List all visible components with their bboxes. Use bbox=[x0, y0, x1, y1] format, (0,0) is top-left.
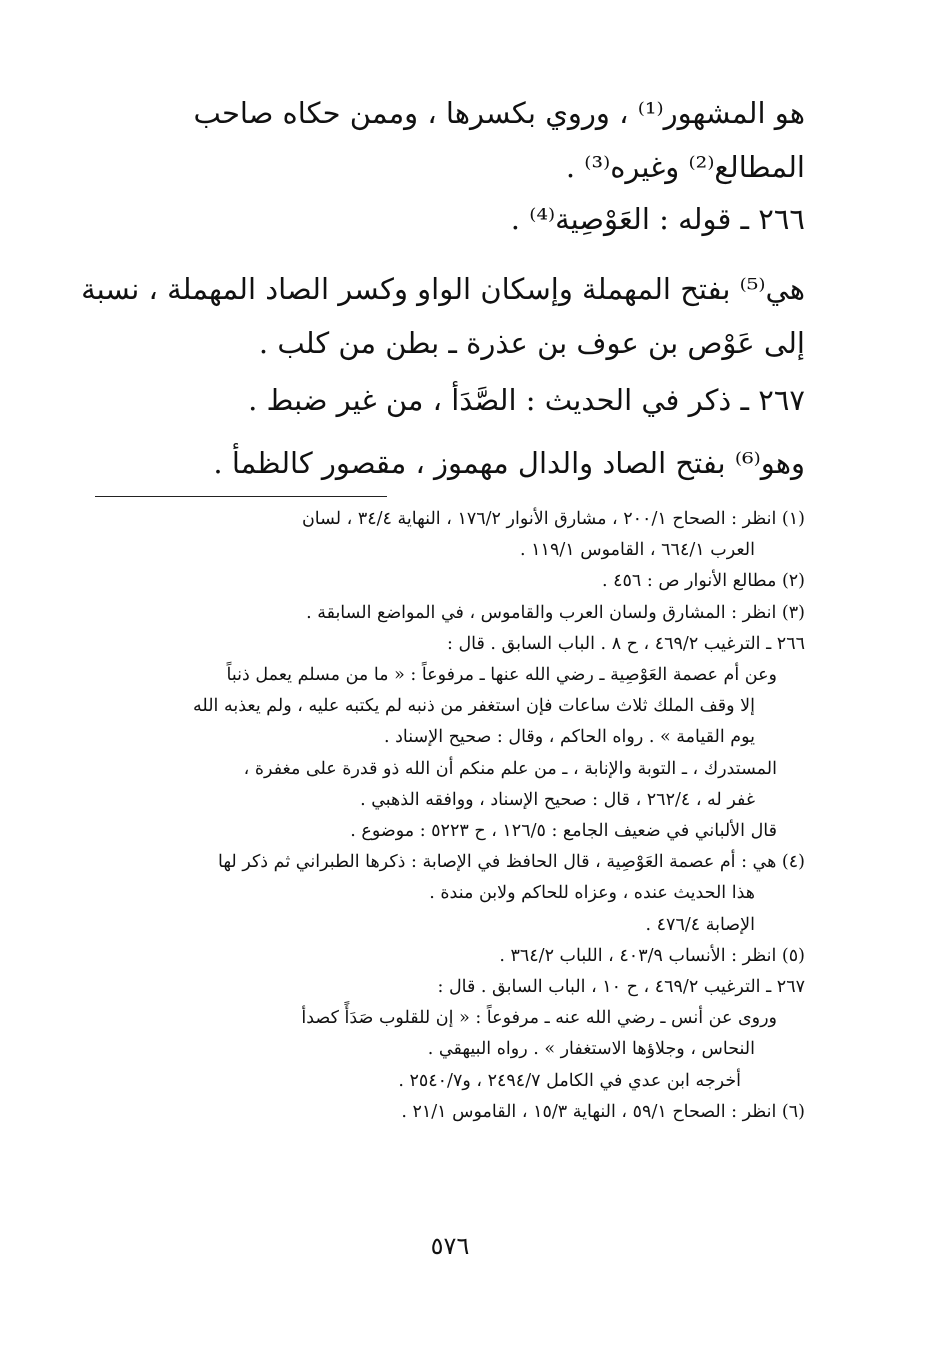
entry-266-heading bbox=[95, 192, 805, 246]
footnote-line: (٦) انظر : الصحاح ٥٩/١ ، النهاية ١٥/٣ ، القاموس ٢١/١ . bbox=[401, 1101, 805, 1122]
paragraph-2 bbox=[81, 262, 805, 370]
text-line: ٢٦٧ ـ ذكر في الحديث : الصَّدَأ ، من غير ضبط . bbox=[248, 383, 805, 417]
paragraph-3 bbox=[95, 436, 805, 490]
footnote-line: وعن أم عصمة العَوْصِية ـ رضي الله عنها ـ مرفوعاً : « ما من مسلم يعمل ذنباً bbox=[226, 665, 777, 686]
footnote-line: المستدرك ، ـ التوبة والإنابة ، ـ من علم منكم أن الله ذو قدرة على مغفرة ، bbox=[243, 758, 777, 779]
footnote-divider bbox=[95, 496, 387, 497]
text-line: هي⁽⁵⁾ بفتح المهملة وإسكان الواو وكسر الصاد المهملة ، نسبة bbox=[81, 272, 805, 306]
paragraph-1 bbox=[95, 86, 805, 194]
footnote-line: وروى عن أنس ـ رضي الله عنه ـ مرفوعاً : « إن للقلوب صَدَأً كصدأ bbox=[301, 1008, 777, 1029]
footnote-line: قال الألباني في ضعيف الجامع : ١٢٦/٥ ، ح ٥٢٢٣ : موضوع . bbox=[350, 821, 777, 842]
footnote-line: هذا الحديث عنده ، وعزاه للحاكم ولابن مندة . bbox=[429, 883, 755, 904]
footnote-line: العرب ٦٦٤/١ ، القاموس ١١٩/١ . bbox=[520, 540, 755, 561]
page-number: ٥٧٦ bbox=[430, 1232, 470, 1260]
footnote-line: (٣) انظر : المشارق ولسان العرب والقاموس ، في المواضع السابقة . bbox=[306, 602, 805, 623]
text-line: هو المشهور⁽¹⁾ ، وروي بكسرها ، وممن حكاه صاحب bbox=[193, 96, 805, 130]
footnote-line: يوم القيامة » . رواه الحاكم ، وقال : صحيح الإسناد . bbox=[384, 727, 755, 748]
text-line: إلى عَوْص بن عوف بن عذرة ـ بطن من كلب . bbox=[258, 326, 805, 360]
book-page bbox=[81, 0, 805, 1362]
footnote-line: (٥) انظر : الأنساب ٤٠٣/٩ ، اللباب ٣٦٤/٢ . bbox=[499, 945, 805, 966]
footnote-line: الإصابة ٤٧٦/٤ . bbox=[645, 914, 755, 935]
footnote-line: إلا وقف الملك ثلاث ساعات فإن استغفر من ذنبه لم يكتبه عليه ، ولم يعذبه الله bbox=[193, 696, 755, 717]
text-line: ٢٦٦ ـ قوله : العَوْصِية⁽⁴⁾ . bbox=[510, 202, 805, 236]
footnote-line: (٤) هي : أم عصمة العَوْصِية ، قال الحافظ في الإصابة : ذكرها الطبراني ثم ذكر لها bbox=[218, 852, 805, 873]
text-line: وهو⁽⁶⁾ بفتح الصاد والدال مهموز ، مقصور كالظمأ . bbox=[213, 446, 805, 480]
footnote-line: (١) انظر : الصحاح ٢٠٠/١ ، مشارق الأنوار ١٧٦/٢ ، النهاية ٣٤/٤ ، لسان bbox=[301, 509, 805, 529]
footnote-line: أخرجه ابن عدي في الكامل ٢٤٩٤/٧ ، و٢٥٤٠/٧ . bbox=[398, 1070, 741, 1091]
footnote-line: ٢٦٧ ـ الترغيب ٤٦٩/٢ ، ح ١٠ ، الباب السابق . قال : bbox=[437, 977, 805, 998]
footnote-line: النحاس ، وجلاؤها الاستغفار » . رواه البيهقي . bbox=[427, 1039, 755, 1060]
entry-267-heading bbox=[95, 373, 805, 427]
footnotes bbox=[95, 504, 805, 1128]
footnote-line: غفر له ، ٢٦٢/٤ ، قال : صحيح الإسناد ، ووافقه الذهبي . bbox=[360, 789, 755, 810]
footnote-line: ٢٦٦ ـ الترغيب ٤٦٩/٢ ، ح ٨ . الباب السابق . قال : bbox=[446, 633, 805, 654]
text-line: المطالع⁽²⁾ وغيره⁽³⁾ . bbox=[565, 150, 805, 184]
footnote-line: (٢) مطالع الأنوار ص : ٤٥٦ . bbox=[601, 571, 805, 592]
